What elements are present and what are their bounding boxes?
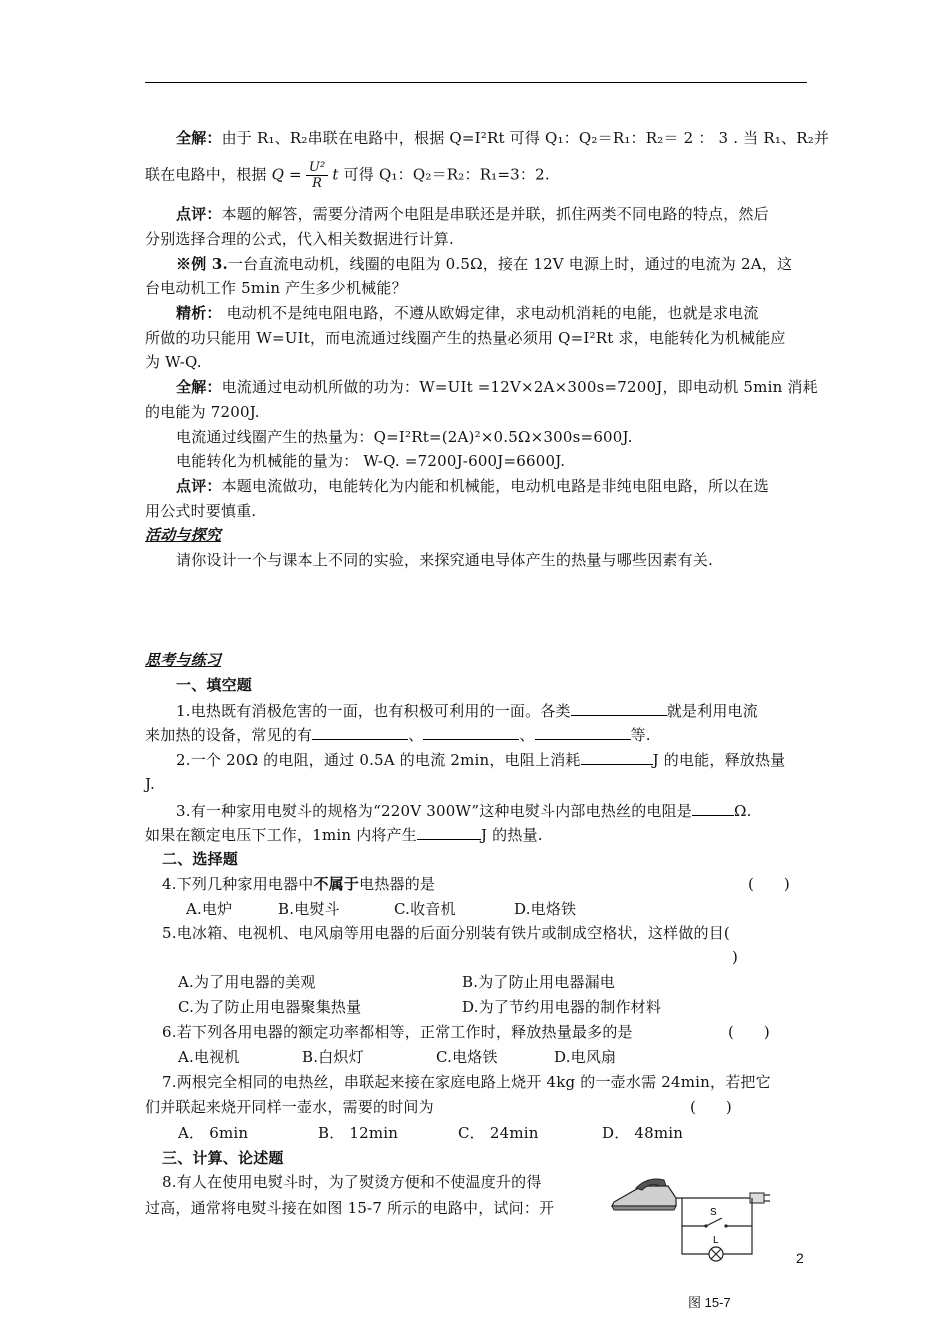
lamp-label: L: [713, 1235, 719, 1246]
option-c[interactable]: C.为了防止用电器聚集热量: [178, 998, 362, 1016]
example3-line2: 台电动机工作 5min 产生多少机械能？: [145, 279, 407, 297]
option-c[interactable]: C． 24min: [458, 1124, 539, 1142]
question-7-options: [178, 1123, 683, 1143]
question-2-line1: 2.一个 20Ω 的电阻，通过 0.5A 的电流 2min，电阻上消耗 J 的电能，释放热量: [176, 751, 786, 769]
answer-blank[interactable]: [312, 724, 408, 740]
comment3-line1: 点评：本题电流做功，电能转化为内能和机械能，电动机电路是非纯电阻电路，所以在选: [176, 477, 769, 495]
solution-label: 全解：: [176, 129, 222, 147]
section-calculation: 三、计算、论述题: [162, 1149, 284, 1167]
answer-blank[interactable]: [571, 700, 667, 716]
figure-caption: 图 15-7: [688, 1295, 731, 1310]
solution1-line2: 联在电路中，根据 Q = $\frac{\text{U²}}{R}$ t 可得 Q₁：Q₂＝R₂：R₁=3：2.: [145, 160, 550, 191]
option-a[interactable]: A.电炉: [186, 900, 233, 918]
question-1-line1: 1.电热既有消极危害的一面，也有积极可利用的一面。各类 就是利用电流: [176, 702, 758, 720]
option-b[interactable]: B． 12min: [318, 1124, 399, 1142]
solution3-line3: 电流通过线圈产生的热量为：Q=I²Rt=(2A)²×0.5Ω×300s=600J.: [176, 428, 633, 446]
option-d[interactable]: D.电风扇: [554, 1048, 617, 1066]
solution3-line1: 全解：电流通过电动机所做的功为：W=UIt =12V×2A×300s=7200J，即电动机 5min 消耗: [176, 378, 818, 396]
analysis3-line2: 所做的功只能用 W=UIt，而电流通过线圈产生的热量必须用 Q=I²Rt 求，电能转化为机械能应: [145, 329, 786, 347]
option-b[interactable]: B.为了防止用电器漏电: [462, 973, 615, 991]
question-8-line2: 过高，通常将电熨斗接在如图 15-7 所示的电路中，试问：开: [145, 1199, 555, 1217]
question-8-line1: 8.有人在使用电熨斗时，为了熨烫方便和不使温度升的得: [162, 1173, 542, 1191]
solution3-line4: 电能转化为机械能的量为： W-Q. =7200J-600J=6600J.: [176, 452, 566, 470]
option-a[interactable]: A． 6min: [178, 1124, 249, 1142]
option-d[interactable]: D.为了节约用电器的制作材料: [462, 998, 662, 1016]
switch-s: [682, 1207, 752, 1228]
header-rule: [145, 82, 807, 83]
page-number: 2: [796, 1250, 804, 1266]
question-1-line2: 来加热的设备，常见的有 、 、 等.: [145, 726, 651, 744]
question-7-line2: 们并联起来烧开同样一壶水，需要的时间为: [145, 1098, 434, 1116]
option-d[interactable]: D.电烙铁: [514, 900, 577, 918]
example3-line1: ※例 3.一台直流电动机，线圈的电阻为 0.5Ω，接在 12V 电源上时，通过的电流为 2A，这: [176, 255, 793, 273]
question-3-line2: 如果在额定电压下工作，1min 内将产生 J 的热量.: [145, 826, 543, 844]
option-b[interactable]: B.白炽灯: [302, 1048, 364, 1066]
solution1-line1: 全解：由于 R₁、R₂串联在电路中，根据 Q=I²Rt 可得 Q₁：Q₂＝R₁：R₂＝ 2 ： 3 . 当 R₁、R₂并: [176, 129, 830, 147]
section-fill-blank: 一、填空题: [176, 676, 253, 694]
question-5-options-row1: [178, 972, 615, 992]
question-2-line2: J.: [145, 775, 156, 793]
option-c[interactable]: C.收音机: [394, 900, 456, 918]
question-6: 6.若下列各用电器的额定功率都相等，正常工作时，释放热量最多的是: [162, 1023, 633, 1041]
solution3-line2: 的电能为 7200J.: [145, 403, 260, 421]
option-c[interactable]: C.电烙铁: [436, 1048, 498, 1066]
answer-blank[interactable]: [692, 800, 734, 816]
question-5-answer-paren[interactable]: ): [732, 948, 738, 966]
question-4-answer-paren[interactable]: ( ): [748, 875, 790, 893]
option-d[interactable]: D． 48min: [602, 1124, 684, 1142]
section-choice: 二、选择题: [162, 850, 239, 868]
option-a[interactable]: A.电视机: [178, 1048, 240, 1066]
question-7-answer-paren[interactable]: ( ): [690, 1098, 732, 1116]
analysis3-line3: 为 W-Q.: [145, 353, 202, 371]
lamp-l-icon: [709, 1235, 723, 1261]
question-5-line1: 5.电冰箱、电视机、电风扇等用电器的后面分别装有铁片或制成空格状，这样做的目(: [162, 924, 730, 942]
question-4-options: [186, 899, 576, 919]
comment1-line1: 点评：本题的解答，需要分清两个电阻是串联还是并联，抓住两类不同电路的特点，然后: [176, 205, 769, 223]
question-6-options: [178, 1047, 616, 1067]
iron-circuit-figure: [602, 1168, 782, 1262]
analysis3-line1: 精析： 电动机不是纯电阻电路，不遵从欧姆定律，求电动机消耗的电能，也就是求电流: [176, 304, 759, 322]
question-6-answer-paren[interactable]: ( ): [728, 1023, 770, 1041]
answer-blank[interactable]: [417, 824, 481, 840]
answer-blank[interactable]: [581, 749, 653, 765]
comment3-line2: 用公式时要慎重.: [145, 502, 257, 520]
answer-blank[interactable]: [423, 724, 519, 740]
plug-icon: [750, 1193, 770, 1203]
question-3-line1: 3.有一种家用电熨斗的规格为“220V 300W”这种电熨斗内部电热丝的电阻是 Ω.: [176, 802, 752, 820]
practice-title: 思考与练习: [145, 651, 222, 669]
switch-label: S: [710, 1207, 717, 1218]
electric-iron-icon: [612, 1179, 676, 1210]
option-b[interactable]: B.电熨斗: [278, 900, 340, 918]
formula-fraction: $\frac{\text{U²}}{R}$: [306, 160, 329, 191]
question-7-line1: 7.两根完全相同的电热丝，串联起来接在家庭电路上烧开 4kg 的一壶水需 24min，若把它: [162, 1073, 771, 1091]
activity-text: 请你设计一个与课本上不同的实验，来探究通电导体产生的热量与哪些因素有关.: [176, 551, 713, 569]
option-a[interactable]: A.为了用电器的美观: [178, 973, 316, 991]
activity-title: 活动与探究: [145, 526, 222, 544]
comment1-line2: 分别选择合理的公式，代入相关数据进行计算.: [145, 230, 454, 248]
question-4: 4.下列几种家用电器中不属于电热器的是: [162, 875, 436, 893]
answer-blank[interactable]: [535, 724, 631, 740]
question-5-options-row2: [178, 997, 661, 1017]
